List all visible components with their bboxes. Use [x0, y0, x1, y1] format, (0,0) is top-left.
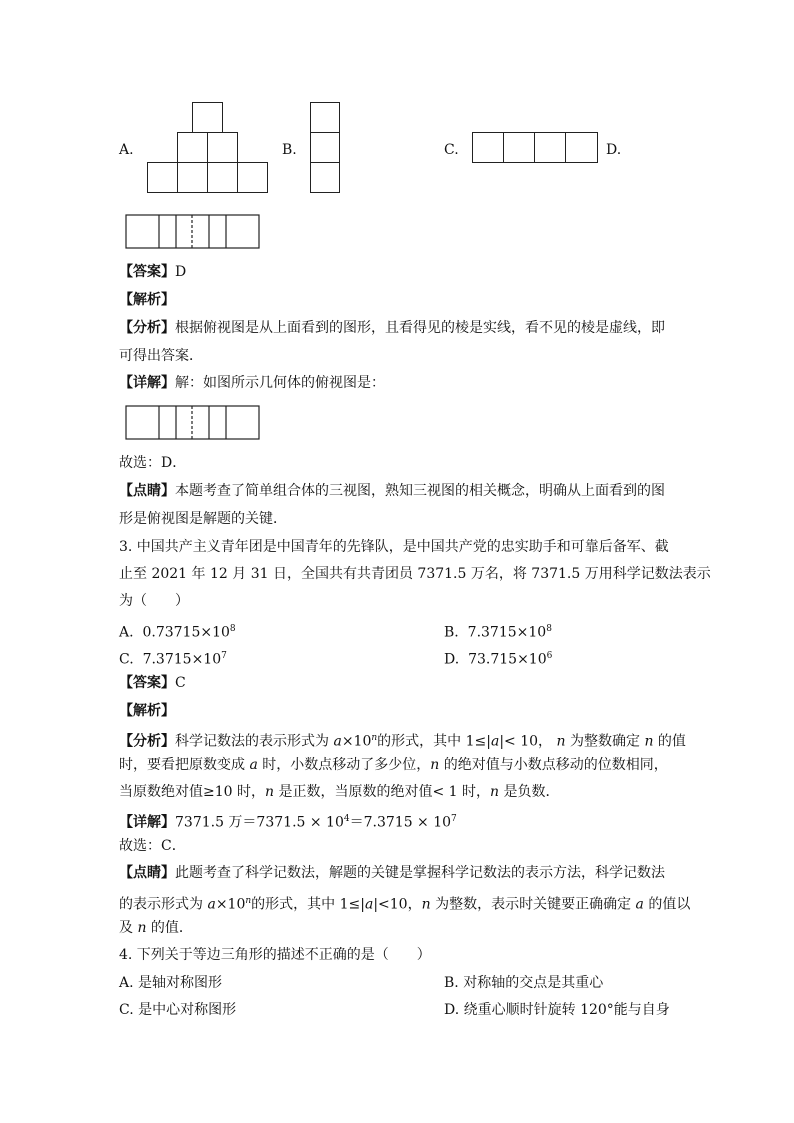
math-exponent: n	[371, 733, 378, 743]
q3-answer	[119, 673, 186, 693]
q3-option-a	[119, 619, 236, 643]
math-variable: a	[333, 733, 342, 750]
math-variable: n	[137, 920, 147, 936]
q2-dianjing-line2: 形是俯视图是解题的关键．	[119, 511, 287, 527]
option-c-label: C.	[444, 142, 459, 158]
text-fragment: 的表示形式为	[119, 896, 208, 913]
math-variable: n	[490, 784, 500, 800]
answer-value: C	[175, 675, 186, 691]
text-fragment: 是正数，当原数的绝对值< 1 时，	[274, 784, 491, 800]
q3-fenxi-line1	[119, 728, 686, 752]
answer-tag: 【答案】	[119, 264, 175, 280]
q4-stem: 4. 下列关于等边三角形的描述不正确的是（ ）	[119, 947, 431, 963]
math-exponent: 4	[343, 814, 350, 824]
math-variable: a	[364, 896, 374, 913]
option-d-figure	[125, 214, 261, 250]
text-fragment: ×10	[341, 733, 372, 750]
math-variable: n	[421, 896, 431, 913]
q4-option-a: A. 是轴对称图形	[119, 975, 223, 991]
option-label: D.	[444, 651, 460, 668]
option-base: 0.73715×10	[142, 624, 230, 641]
math-exponent: 7	[451, 814, 457, 824]
text-fragment: 的形式，其中 1≤|	[251, 896, 365, 913]
answer-value: D	[175, 264, 187, 280]
q2-guxuan: 故选：D．	[119, 455, 187, 471]
answer-tag: 【答案】	[119, 675, 175, 691]
text-fragment: 的值以	[643, 896, 691, 913]
q3-dianjing-line2	[119, 891, 690, 915]
q2-answer	[119, 262, 186, 282]
math-variable: a	[635, 896, 644, 913]
q2-fenxi-line2: 可得出答案．	[119, 348, 203, 364]
q3-analysis-heading: 【解析】	[119, 703, 175, 719]
figure-square	[472, 132, 504, 163]
q4-option-c: C. 是中心对称图形	[119, 1002, 237, 1018]
figure-square	[177, 162, 208, 193]
q2-dianjing-line1	[119, 481, 665, 501]
figure-square	[503, 132, 535, 163]
text-fragment: |< 10，	[499, 733, 557, 750]
figure-square	[310, 102, 340, 133]
figure-square	[237, 162, 268, 193]
q3-option-c	[119, 646, 227, 670]
text-fragment: 时，要看把原数变成	[119, 757, 250, 773]
math-variable: n	[430, 757, 440, 773]
q3-xiangjie	[119, 809, 457, 833]
figure-square	[565, 132, 598, 163]
fenxi-tag: 【分析】	[119, 320, 175, 336]
math-variable: n	[265, 784, 275, 800]
option-label: A.	[119, 624, 134, 641]
text-fragment: 为整数确定	[565, 733, 645, 750]
text-fragment: 的绝对值与小数点移动的位数相同，	[439, 757, 668, 773]
dianjing-text: 本题考查了简单组合体的三视图，熟知三视图的相关概念，明确从上面看到的图	[175, 483, 665, 499]
top-view-figure	[125, 405, 261, 441]
option-base: 73.715×10	[468, 651, 547, 668]
math-variable: a	[249, 757, 258, 773]
q4-option-d: D. 绕重心顺时针旋转 120°能与自身	[444, 1002, 670, 1018]
option-label: B.	[444, 624, 459, 641]
math-variable: n	[644, 733, 654, 750]
figure-square	[207, 132, 238, 163]
text-fragment: ×10	[215, 896, 246, 913]
text-fragment: |<10，	[373, 896, 422, 913]
q3-dianjing-line3	[119, 918, 193, 938]
text-fragment: 的值	[653, 733, 686, 750]
q3-fenxi-line2	[119, 755, 668, 775]
figure-square	[310, 132, 340, 163]
option-exponent: 6	[546, 651, 553, 661]
text-fragment: 科学记数法的表示形式为	[175, 733, 334, 750]
text-fragment: 的值．	[146, 920, 193, 936]
text-fragment: 是负数．	[499, 784, 560, 800]
option-base: 7.3715×10	[142, 651, 222, 668]
dianjing-tag: 【点睛】	[119, 865, 175, 881]
option-a-label: A.	[119, 142, 134, 158]
q3-stem-line1: 3. 中国共产主义青年团是中国青年的先锋队，是中国共产党的忠实助手和可靠后备军、截	[119, 539, 669, 555]
figure-square	[310, 162, 340, 193]
option-d-label: D.	[606, 142, 622, 158]
xiangjie-text: 解：如图所示几何体的俯视图是：	[175, 375, 385, 391]
option-exponent: 7	[221, 651, 227, 661]
figure-square	[207, 162, 238, 193]
math-variable: a	[207, 896, 216, 913]
text-fragment: 此题考查了科学记数法，解题的关键是掌握科学记数法的表示方法，科学记数法	[175, 865, 665, 881]
q3-option-d	[444, 646, 552, 670]
q3-guxuan: 故选：C．	[119, 838, 186, 854]
math-exponent: n	[245, 896, 252, 906]
q2-fenxi-line1	[119, 318, 665, 338]
text-fragment: ＝7.3715 × 10	[349, 814, 452, 831]
text-fragment: 当原数绝对值≥10 时，	[119, 784, 265, 800]
dianjing-tag: 【点睛】	[119, 483, 175, 499]
text-fragment: 及	[119, 920, 138, 936]
option-exponent: 8	[546, 624, 552, 634]
q3-dianjing-line1	[119, 863, 665, 883]
xiangjie-tag: 【详解】	[119, 375, 175, 391]
q2-xiangjie	[119, 373, 385, 393]
math-variable: n	[556, 733, 566, 750]
math-variable: a	[490, 733, 500, 750]
option-base: 7.3715×10	[467, 624, 547, 641]
fenxi-tag: 【分析】	[119, 733, 175, 750]
text-fragment: 7371.5 万＝7371.5 × 10	[175, 814, 344, 831]
fenxi-text: 根据俯视图是从上面看到的图形，且看得见的棱是实线，看不见的棱是虚线，即	[175, 320, 665, 336]
q4-option-b: B. 对称轴的交点是其重心	[444, 975, 604, 991]
q3-fenxi-line3	[119, 782, 560, 802]
figure-square	[192, 102, 223, 133]
figure-square	[177, 132, 208, 163]
option-b-label: B.	[282, 142, 297, 158]
xiangjie-tag: 【详解】	[119, 814, 175, 831]
text-fragment: 为整数，表示时关键要正确确定	[430, 896, 636, 913]
text-fragment: 的形式，其中 1≤|	[377, 733, 491, 750]
q3-stem-line3: 为（ ）	[119, 593, 189, 609]
q3-option-b	[444, 619, 552, 643]
figure-square	[147, 162, 178, 193]
option-exponent: 8	[229, 624, 236, 634]
q2-analysis-heading: 【解析】	[119, 292, 175, 308]
option-label: C.	[119, 651, 134, 668]
q3-stem-line2: 止至 2021 年 12 月 31 日，全国共有共青团员 7371.5 万名，将 7371.5 万用科学记数法表示	[119, 566, 711, 582]
text-fragment: 时，小数点移动了多少位，	[257, 757, 431, 773]
figure-square	[534, 132, 566, 163]
